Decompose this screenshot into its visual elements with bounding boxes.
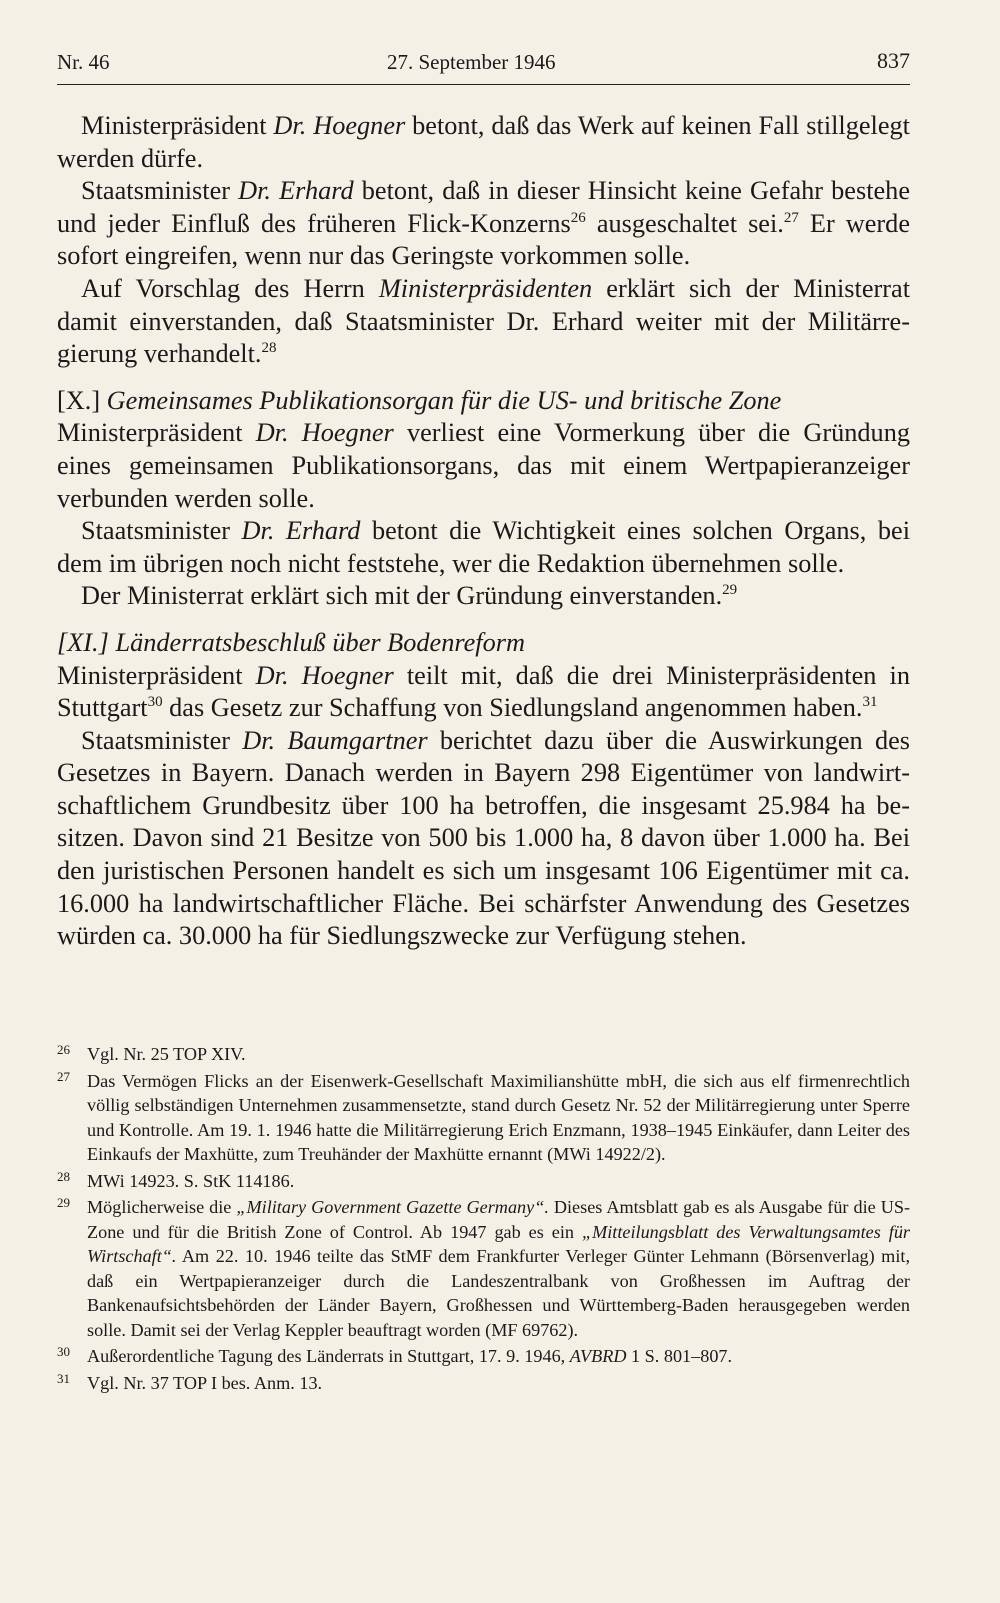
paragraph: Staatsminister Dr. Erhard betont die Wichtigkeit eines solchen Organs, bei dem im übrigen noch nicht feststehe, wer die Redaktion übernehmen solle. xyxy=(57,516,910,578)
publication-title: „Military Government Gazette Germany“. xyxy=(236,1197,549,1217)
header-date: 27. September 1946 xyxy=(387,50,556,74)
section-heading: [XI.] Länderratsbeschluß über Bodenreform xyxy=(57,627,525,657)
footnote-number: 27 xyxy=(57,1068,70,1084)
person-title: Ministerpräsidenten xyxy=(378,273,593,303)
publication-title: „Mitteilungsblatt des Verwaltungsamtes für Wirtschaft“. xyxy=(87,1221,910,1266)
paragraph: Auf Vorschlag des Herrn Ministerpräsidenten erklärt sich der Ministerrat damit einverstanden, daß Staatsminister Dr. Erhard weiter mit der Militärregierung verhandelt.$^{28}$ xyxy=(57,273,910,369)
footnote-number: 31 xyxy=(57,1370,70,1386)
footnote-number: 30 xyxy=(57,1344,70,1359)
paragraph: Ministerpräsident Dr. Hoegner teilt mit, daß die drei Ministerpräsidenten in Stuttgart$^{30}$ das Gesetz zur Schaffung von Siedlungsland angenommen haben.$^{31}$ xyxy=(57,660,910,723)
body-text xyxy=(57,110,910,953)
person-name: Dr. Hoegner xyxy=(255,418,394,448)
footnote-26: 26 Vgl. Nr. 25 TOP XIV. xyxy=(57,1042,910,1067)
footnote-number: 29 xyxy=(57,1195,70,1210)
footnote-28: 28 MWi 14923. S. StK 114186. xyxy=(57,1169,910,1194)
page-header xyxy=(57,42,910,85)
footnote-ref: 28 xyxy=(261,340,277,357)
paragraph: Staatsminister Dr. Erhard betont, daß in dieser Hinsicht keine Gefahr bestehe und jeder Einfluß des früheren Flick-Konzerns$^{26}$ ausgeschaltet sei.$^{27}$ Er werde sofort eingreifen, wenn nur das Geringste vorkommen solle. xyxy=(57,176,911,271)
issue-number: Nr. 46 xyxy=(57,50,110,74)
footnote-number: 26 xyxy=(57,1042,70,1057)
person-name: Dr. Baumgartner xyxy=(242,725,428,755)
person-name: Dr. Hoegner xyxy=(273,111,406,140)
footnotes xyxy=(57,1042,910,1397)
paragraph: Ministerpräsident Dr. Hoegner betont, daß das Werk auf keinen Fall stillgelegt werden dürfe. xyxy=(57,111,910,173)
footnote-ref: 30 xyxy=(147,694,163,711)
paragraph: Ministerpräsident Dr. Hoegner verliest eine Vormerkung über die Gründung eines gemeinsamen Publikationsorgans, das mit einem Wertpapieranzeiger verbunden werden solle. xyxy=(57,418,910,513)
footnote-27: 27 Das Vermögen Flicks an der Eisenwerk-Gesellschaft Maximilianshütte mbH, die sich aus elf firmenrechtlich völlig selbständigen Unternehmen zusammensetzte, stand durch Gesetz Nr. 52 der Militärregierung unter Sperre und Kontrolle. Am 19. 1. 1946 hatte die Militärregierung Erich Enzmann, 1938–1945 Einkäufer, dann Leiter des Einkaufs der Maxhütte, zum Treuhänder der Maxhütte ernannt (MWi 14922/2). xyxy=(57,1069,910,1167)
source-abbreviation: AVBRD xyxy=(569,1346,627,1366)
footnote-ref: 31 xyxy=(862,694,878,711)
section-heading: [X.] Gemeinsames Publikationsorgan für die US- und britische Zone xyxy=(57,385,782,415)
person-name: Dr. Erhard xyxy=(241,516,361,546)
footnote-29: 29 Möglicherweise die „Military Government Gazette Germany“. Dieses Amtsblatt gab es als Ausgabe für die US-Zone und für die British Zone of Control. Ab 1947 gab es ein „Mitteilungsblatt des Verwaltungsamtes für Wirtschaft“. Am 22. 10. 1946 teilte das StMF dem Frankfurter Verleger Günter Lehmann (Börsenverlag) mit, daß ein Wertpapieranzeiger durch die Landeszentralbank von Großhessen im Auftrag der Bankenaufsichtsbehörden der Länder Bayern, Großhessen und Württemberg-Baden herausgegeben werden solle. Damit sei der Verlag Keppler beauftragt worden (MF 69762). xyxy=(57,1195,910,1342)
footnote-number: 28 xyxy=(57,1168,70,1184)
footnote-ref: 29 xyxy=(722,582,738,599)
paragraph: Der Ministerrat erklärt sich mit der Gründung einverstanden.$^{29}$ xyxy=(81,581,738,611)
footnote-ref: 27 xyxy=(783,210,799,227)
person-name: Dr. Hoegner xyxy=(255,660,394,690)
person-name: Dr. Erhard xyxy=(238,176,354,206)
paragraph: Staatsminister Dr. Baumgartner berichtet dazu über die Auswirkungen des Gesetzes in Bayern. Danach werden in Bayern 298 Eigentümer von landwirtschaftlichem Grundbesitz über 100 ha betroffen, die insgesamt 25.984 ha besitzen. Davon sind 21 Besitze von 500 bis 1.000 ha, 8 davon über 1.000 ha. Bei den juristischen Personen handelt es sich um insgesamt 106 Eigentümer mit ca. 16.000 ha landwirtschaftlicher Fläche. Bei schärfster Anwendung des Gesetzes würden ca. 30.000 ha für Siedlungszwecke zur Verfügung stehen. xyxy=(57,725,911,951)
footnote-30: 30 Außerordentliche Tagung des Länderrats in Stuttgart, 17. 9. 1946, AVBRD 1 S. 801–807. xyxy=(57,1344,910,1369)
page-number: 837 xyxy=(877,48,910,73)
footnote-ref: 26 xyxy=(570,210,586,227)
footnote-31: 31 Vgl. Nr. 37 TOP I bes. Anm. 13. xyxy=(57,1371,910,1396)
